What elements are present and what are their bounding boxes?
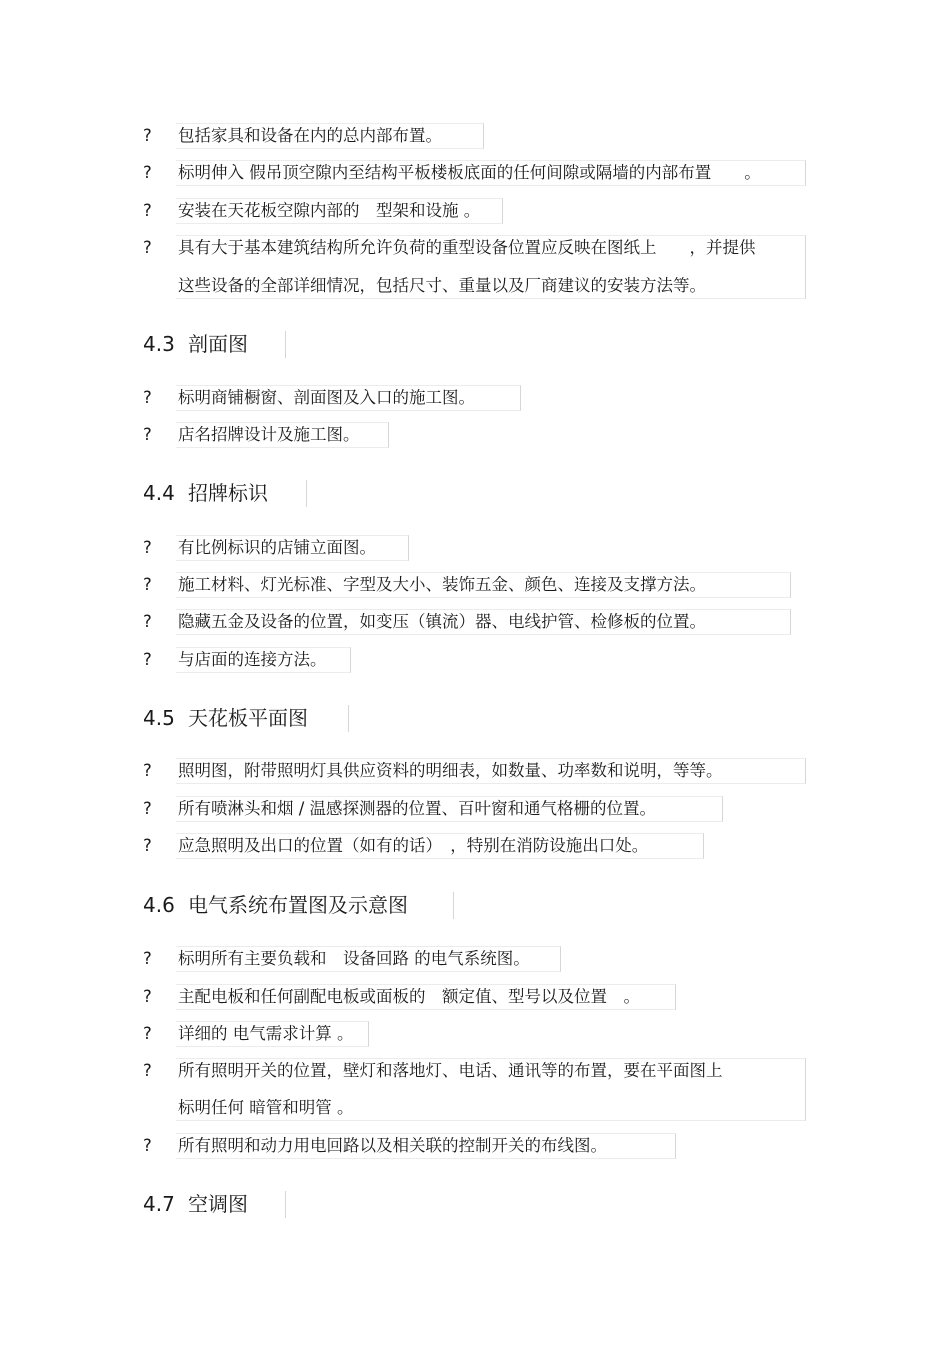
text-frame [176,535,409,561]
list-item-text: 标明伸入 假吊顶空隙内至结构平板楼板底面的任何间隙或隔墙的内部布置 。 [178,163,761,182]
list-item-text: 店名招牌设计及施工图。 [178,425,360,444]
section-title: 天花板平面图 [188,706,308,730]
list-item-text: 标明商铺橱窗、剖面图及入口的施工图。 [178,388,475,407]
list-item-text: 有比例标识的店铺立面图。 [178,538,376,557]
list-item-text: 施工材料、灯光标准、字型及大小、装饰五金、颜色、连接及支撑方法。 [178,575,706,594]
heading-frame [143,331,286,358]
section-number: 4.3 [143,332,175,356]
list-item-text: 安装在天花板空隙内部的 型架和设施 。 [178,201,481,220]
list-bullet: ? [143,575,152,594]
list-bullet: ? [143,163,152,182]
list-bullet: ? [143,836,152,855]
list-bullet: ? [143,612,152,631]
section-number: 4.5 [143,706,175,730]
heading-frame [143,705,349,732]
text-frame [176,609,791,635]
list-bullet: ? [143,1024,152,1043]
text-frame [176,385,521,411]
section-title: 空调图 [188,1192,248,1216]
section-number: 4.4 [143,481,175,505]
list-bullet: ? [143,650,152,669]
list-bullet: ? [143,987,152,1006]
list-item-text: 照明图，附带照明灯具供应资料的明细表，如数量、功率数和说明，等等。 [178,761,723,780]
list-bullet: ? [143,761,152,780]
list-bullet: ? [143,799,152,818]
text-frame [176,796,723,822]
list-bullet: ? [143,201,152,220]
text-frame [176,833,704,859]
text-frame [176,758,806,784]
text-frame [176,1021,369,1047]
text-frame [176,1133,676,1159]
section-title: 招牌标识 [188,481,268,505]
list-bullet: ? [143,388,152,407]
list-bullet: ? [143,1136,152,1155]
list-item-text: 详细的 电气需求计算 。 [178,1024,354,1043]
heading-frame [143,1191,286,1218]
text-frame [176,123,484,149]
list-item-text: 应急照明及出口的位置（如有的话） ，特别在消防设施出口处。 [178,836,649,855]
list-bullet: ? [143,538,152,557]
text-frame [176,572,791,598]
text-frame [176,984,676,1010]
text-frame [176,1058,806,1121]
section-number: 4.7 [143,1192,175,1216]
text-frame [176,160,806,186]
section-title: 剖面图 [188,332,248,356]
list-item-text: 所有喷淋头和烟 / 温感探测器的位置、百叶窗和通气格栅的位置。 [178,799,657,818]
list-item-text: 主配电板和任何副配电板或面板的 额定值、型号以及位置 。 [178,987,640,1006]
list-item-text: 标明任何 暗管和明管 。 [178,1098,354,1117]
list-item-text: 与店面的连接方法。 [178,650,327,669]
list-item-text: 隐藏五金及设备的位置，如变压（镇流）器、电线护管、检修板的位置。 [178,612,706,631]
list-bullet: ? [143,1061,152,1080]
text-frame [176,946,561,972]
list-item-text: 所有照明和动力用电回路以及相关联的控制开关的布线图。 [178,1136,607,1155]
text-frame [176,647,351,673]
list-bullet: ? [143,425,152,444]
section-title: 电气系统布置图及示意图 [188,893,408,917]
list-item-text: 所有照明开关的位置，壁灯和落地灯、电话、通讯等的布置，要在平面图上 [178,1061,723,1080]
list-item-text: 包括家具和设备在内的总内部布置。 [178,126,442,145]
section-number: 4.6 [143,893,175,917]
text-frame [176,422,389,448]
list-item-text: 这些设备的全部详细情况，包括尺寸、重量以及厂商建议的安装方法等。 [178,276,706,295]
list-bullet: ? [143,949,152,968]
list-item-text: 标明所有主要负载和 设备回路 的电气系统图。 [178,949,530,968]
text-frame [176,198,503,224]
list-bullet: ? [143,238,152,257]
list-bullet: ? [143,126,152,145]
heading-frame [143,480,307,507]
heading-frame [143,892,454,919]
text-frame [176,235,806,299]
list-item-text: 具有大于基本建筑结构所允许负荷的重型设备位置应反映在图纸上 ，并提供 [178,238,756,257]
